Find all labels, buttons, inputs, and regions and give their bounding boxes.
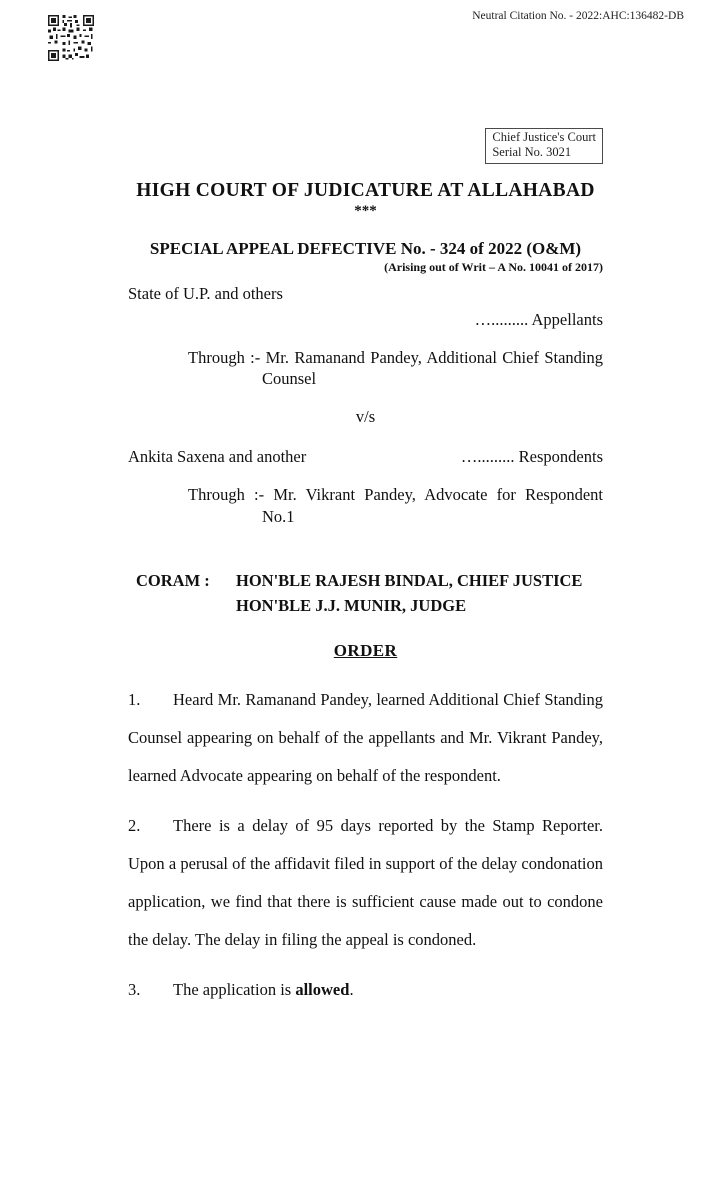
neutral-citation: Neutral Citation No. - 2022:AHC:136482-DB [472, 10, 684, 22]
coram-block [128, 568, 603, 619]
paragraph-bold-text: allowed [295, 979, 350, 999]
stars-separator: *** [354, 202, 377, 219]
order-paragraph-3 [128, 971, 603, 1009]
coram-judges [236, 568, 582, 619]
paragraph-number: 3. [128, 979, 141, 999]
paragraph-number: 1. [128, 689, 141, 709]
appellant-label: …......... Appellants [474, 309, 603, 329]
paragraph-text: There is a delay of 95 days reported by the Stamp Reporter. Upon a perusal of the affidavit filed in support of the delay condonation application, we find that there is sufficient cause made out to condone the delay. The delay in filing the appeal is condoned. [128, 815, 603, 949]
order-paragraph-1 [128, 681, 603, 795]
respondent-counsel: Through :- Mr. Vikrant Pandey, Advocate for Respondent No.1 [188, 485, 603, 526]
document-body [128, 0, 603, 1009]
case-number: SPECIAL APPEAL DEFECTIVE No. - 324 of 2022 (O&M) [149, 238, 582, 258]
appellant-name: State of U.P. and others [128, 283, 283, 303]
arising-note: (Arising out of Writ – A No. 10041 of 2017) [384, 259, 603, 274]
respondent-name: Ankita Saxena and another [128, 447, 307, 467]
paragraph-text: Heard Mr. Ramanand Pandey, learned Additional Chief Standing Counsel appearing on behalf of the appellants and Mr. Vikrant Pandey, learned Advocate appearing on behalf of the respondent. [128, 689, 603, 785]
coram-label: CORAM : [136, 570, 210, 590]
appellant-counsel: Through :- Mr. Ramanand Pandey, Additional Chief Standing Counsel [188, 347, 603, 389]
versus-text: v/s [355, 407, 376, 427]
paragraph-number: 2. [128, 815, 141, 835]
respondent-label: …......... Respondents [460, 447, 603, 467]
court-serial-box [485, 128, 603, 164]
order-paragraph-2 [128, 807, 603, 959]
coram-judge-2: HON'BLE J.J. MUNIR, JUDGE [236, 596, 467, 616]
paragraph-text: . [349, 979, 354, 999]
qr-code-icon [48, 14, 94, 62]
court-box-line1: Chief Justice's Court [492, 130, 596, 144]
paragraph-text: The application is [173, 979, 296, 999]
page-title: HIGH COURT OF JUDICATURE AT ALLAHABAD [136, 179, 595, 201]
court-box-line2: Serial No. 3021 [492, 145, 572, 160]
coram-judge-1: HON'BLE RAJESH BINDAL, CHIEF JUSTICE [236, 570, 583, 590]
order-heading: ORDER [333, 640, 398, 660]
